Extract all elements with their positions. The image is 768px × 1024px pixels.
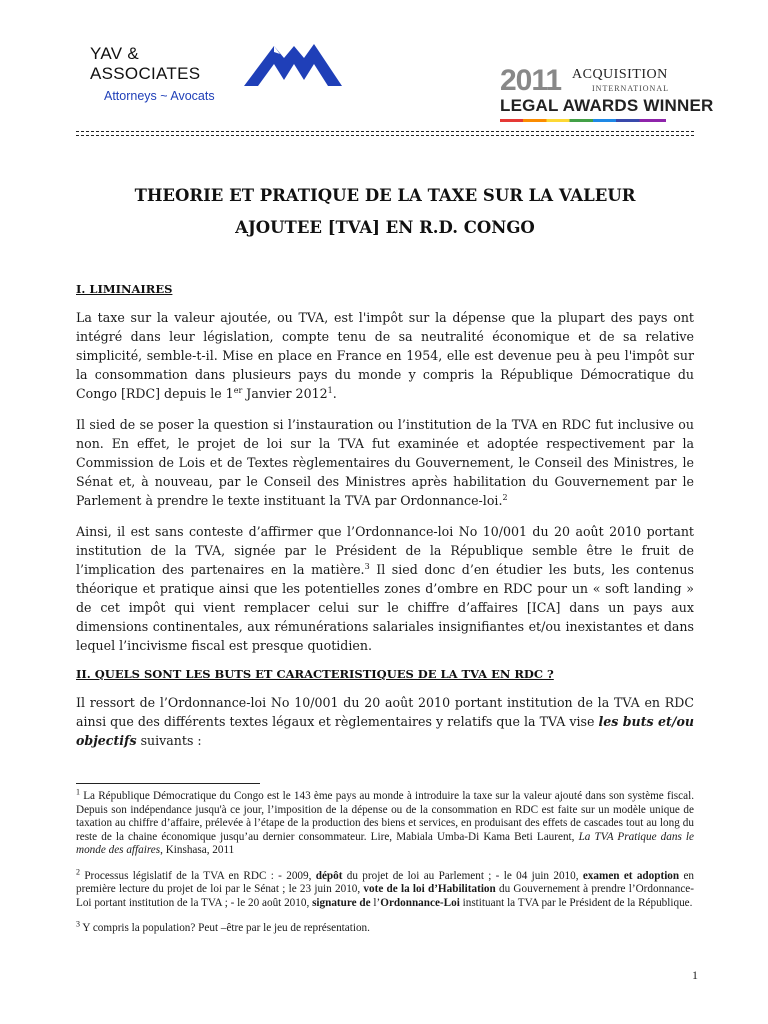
firm-name: YAV & ASSOCIATES	[90, 44, 201, 83]
footnote-2-bold-5: Ordonnance-Loi	[380, 896, 460, 909]
paragraph-3-text-a: Ainsi, il est sans conteste d’affirmer que l’Ordonnance-loi No 10/001 du 20 août 2010 portant institution de la TVA, signée par le Président de la République semble être le fruit de l’implication des partenaires en la matière.	[76, 524, 694, 577]
paragraph-1-end: Janvier 2012	[242, 386, 328, 401]
firm-block	[90, 44, 250, 104]
footnote-1-end: , Kinshasa, 2011	[160, 844, 235, 856]
paragraph-4	[76, 693, 694, 750]
footnote-2-bold-1: dépôt	[315, 869, 343, 882]
title-line-2: AJOUTEE [TVA] EN R.D. CONGO	[235, 218, 535, 237]
footnote-2-text-d: en première lecture du projet de loi par le Sénat ; le 23 juin 2010,	[76, 869, 695, 895]
footnote-ref-3: 3	[364, 561, 370, 571]
paragraph-4-end: suivants :	[136, 733, 202, 748]
footnote-1-italic: La TVA Pratique dans le monde des affaires	[76, 830, 694, 856]
firm-tagline: Attorneys ~ Avocats	[104, 89, 215, 103]
footnote-3	[76, 919, 694, 936]
paragraph-4-emphasis: les buts et/ou objectifs	[76, 714, 694, 748]
title-line-1: THEORIE ET PRATIQUE DE LA TAXE SUR LA VALEUR	[134, 186, 636, 205]
paragraph-1-text: La taxe sur la valeur ajoutée, ou TVA, est l'impôt sur la dépense que la plupart des pays ont intégré dans leur législation, compte tenu de sa neutralité économique et de sa relative simplicité, semble-t-il. Mise en place en France en 1954, elle est devenue peu à peu l'impôt sur la consommation dans plusieurs pays du monde y compris la République Démocratique du Congo [RDC] depuis le 1	[76, 310, 694, 401]
award-publisher: ACQUISITION	[572, 67, 668, 82]
footnotes	[76, 787, 695, 948]
mountain-logo-icon	[244, 40, 342, 92]
award-color-bar	[500, 119, 666, 122]
footnote-2-text-c: du projet de loi au Parlement ; - le 04 juin 2010,	[342, 869, 583, 882]
header-divider	[76, 131, 694, 136]
footnote-1	[76, 787, 694, 858]
paragraph-3	[76, 522, 694, 655]
paragraph-3-text-b: Il sied donc d’en étudier les buts, les contenus théorique et pratique ainsi que les potentielles zones d’ombre en RDC pour un « soft landing » de cet impôt qui vient remplacer celui sur le chiffre d’affaires [ICA] dans un pays aux dimensions continentales, aux rémunérations salariales insignifiantes et/ou inexistantes et dans lequel l’incivisme fiscal est presque quotidien.	[76, 562, 694, 653]
footnote-separator	[76, 783, 260, 784]
footnote-2-bold-4: signature de	[312, 896, 371, 909]
section-heading-2: II. QUELS SONT LES BUTS ET CARACTERISTIQUES DE LA TVA EN RDC ?	[76, 667, 554, 681]
footnote-2-bold-2: examen et adoption	[582, 869, 680, 882]
section-heading-1: I. LIMINAIRES	[76, 282, 173, 296]
award-year: 2011	[500, 64, 562, 97]
footnote-ref-1: 1	[327, 385, 333, 395]
award-publisher-sub: INTERNATIONAL	[592, 84, 669, 93]
footnote-2-number: 2	[76, 866, 80, 876]
paragraph-2	[76, 415, 694, 510]
footnote-2-text-f: l’	[370, 896, 381, 909]
paragraph-4-text: Il ressort de l’Ordonnance-loi No 10/001 du 20 août 2010 portant institution de la TVA en RDC ainsi que des différents textes légaux et règlementaires y relatifs que la TVA vise	[76, 695, 694, 729]
footnote-2-text-e: du Gouvernement à prendre l’Ordonnance- Loi portant institution de la TVA ; - le 20 août 2010,	[76, 883, 694, 909]
paragraph-1	[76, 308, 694, 403]
footnote-2-bold-3: vote de la loi d’Habilitation	[363, 883, 496, 895]
paragraph-2-text: Il sied de se poser la question si l’instauration ou l’institution de la TVA en RDC fut inclusive ou non. En effet, le projet de loi sur la TVA fut examinée et adoptée respectivement par la Commission de Lois et de Textes règlementaires du Gouvernement, le Conseil des Ministres, le Sénat et, à nouveau, par le Conseil des Ministres après habilitation du Gouvernement par le Parlement à prendre le texte instituant la TVA par Ordonnance-loi.	[76, 417, 694, 508]
footnote-ref-2: 2	[502, 492, 508, 502]
footnote-3-number: 3	[76, 919, 80, 929]
award-title: LEGAL AWARDS WINNER	[500, 96, 714, 115]
footnote-2-text-g: instituant la TVA par le Président de la République.	[459, 896, 693, 909]
document-body	[76, 282, 694, 762]
footnote-1-number: 1	[76, 787, 80, 797]
footnote-2-text-a: Processus législatif de la TVA en RDC : - 2009,	[80, 869, 316, 882]
page-number: 1	[692, 968, 698, 982]
superscript-er: er	[233, 385, 243, 395]
paragraph-1-tail: .	[332, 386, 337, 401]
footnote-1-text: La République Démocratique du Congo est le 143 ème pays au monde à introduire la taxe sur la valeur ajouté dans son système fiscal. Depuis son indépendance jusqu'à ce jour, l’imposition de la dépense ou de la consommation en RDC est faite sur un modèle unique de taxation au chiffre d’affaire, prélevée à l’étape de la production des biens et services, en produisant des effets de cascades tout au long du reste de la chaine économique jusqu’au dernier consommateur. Lire, Mabiala Umba-Di Kama Beti Laurent,	[76, 790, 694, 843]
document-title	[76, 180, 694, 244]
footnote-2	[76, 866, 695, 911]
footnote-3-text: Y compris la population? Peut –être par le jeu de représentation.	[80, 922, 370, 934]
